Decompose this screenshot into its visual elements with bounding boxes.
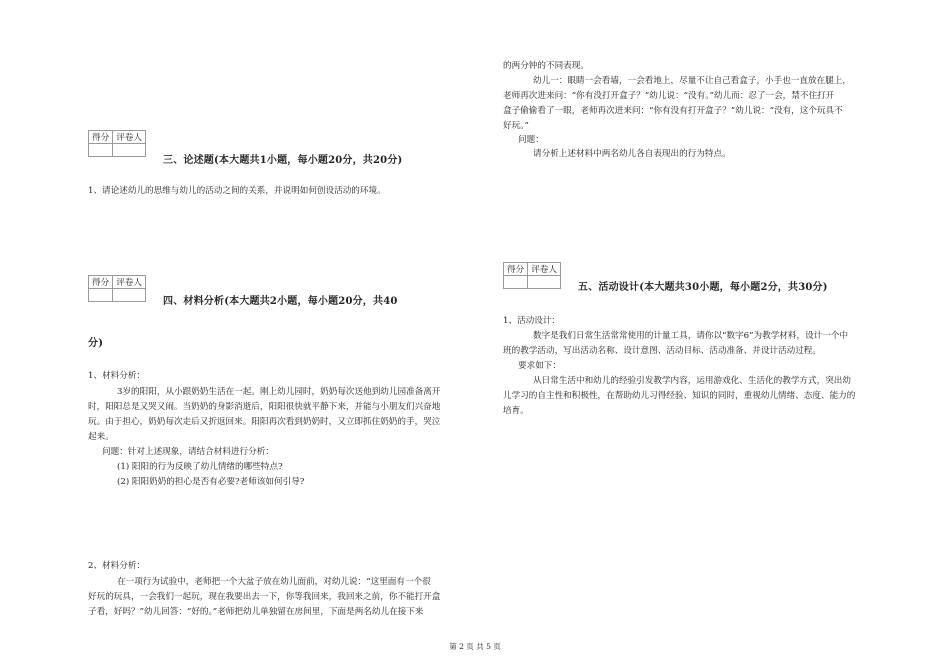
child1-line-1: 幼儿一：眼睛一会看墙，一会看地上，尽量不让自己看盒子，小手也一直放在腿上， xyxy=(533,76,851,86)
score-cell xyxy=(89,289,113,302)
activity-design-line-2: 班的教学活动，写出活动名称、设计意图、活动目标、活动准备、并设计活动过程。 xyxy=(503,346,821,356)
section3-question-1: 1、请论述幼儿的思维与幼儿的活动之间的关系，并说明如何创设活动的环境。 xyxy=(88,186,386,196)
material1-label: 1、材料分析： xyxy=(88,371,146,381)
score-cell xyxy=(504,276,528,289)
activity-design-label: 1、活动设计： xyxy=(503,316,561,326)
material1-line-1: 3岁的阳阳，从小跟奶奶生活在一起。刚上幼儿园时，奶奶每次送他到幼儿园准备离开 xyxy=(117,387,441,397)
grader-cell xyxy=(528,276,561,289)
material1-subquestion-1: (1) 阳阳的行为反映了幼儿情绪的哪些特点? xyxy=(117,462,283,472)
grader-label: 评卷人 xyxy=(528,263,561,276)
material2-label: 2、材料分析： xyxy=(88,561,146,571)
score-label: 得分 xyxy=(89,276,113,289)
grader-label: 评卷人 xyxy=(113,276,146,289)
material2-question-label: 问题： xyxy=(518,135,544,145)
section4-title-line2: 分) xyxy=(88,338,104,349)
score-table-section3 xyxy=(88,130,146,157)
activity-design-line-1: 数字是我们日常生活常常使用的计量工具，请你以“数字6”为教学材料，设计一个中 xyxy=(533,331,849,341)
material1-question: 问题：针对上述现象，请结合材料进行分析： xyxy=(102,447,274,457)
grader-cell xyxy=(113,144,146,157)
requirements-line-2: 儿学习的自主性和积极性，在帮助幼儿习得经验、知识的同时，重视幼儿情绪、态度、能力的 xyxy=(503,391,856,401)
material2-line-2: 好玩的玩具，一会我们一起玩，现在我要出去一下，你等我回来，我回来之前，你不能打开盒 xyxy=(88,592,441,602)
material1-line-3: 玩。由于担心，奶奶每次走后又折返回来。阳阳再次看到奶奶时，又立即抓住奶奶的手，哭泣 xyxy=(88,417,441,427)
child1-line-4: 好玩。” xyxy=(503,121,529,131)
material1-line-4: 起来。 xyxy=(88,432,114,442)
material1-line-2: 时，阳阳总是又哭又闹。当奶奶的身影消逝后，阳阳很快就平静下来，并能与小朋友们兴奋地 xyxy=(88,402,441,412)
material2-line-3: 子看，好吗？”幼儿回答：“好的。”老师把幼儿单独留在房间里，下面是两名幼儿在接下来 xyxy=(88,607,424,617)
grader-cell xyxy=(113,289,146,302)
child1-line-2: 老师再次进来问：“你有没打开盒子？”幼儿说：“没有。”幼儿而：忍了一会，禁不住打开 xyxy=(503,91,835,101)
score-label: 得分 xyxy=(89,131,113,144)
page-number: 第 2 页 共 5 页 xyxy=(449,642,501,651)
score-table-section4 xyxy=(88,275,146,302)
material2-line-1: 在一项行为试验中，老师把一个大盆子放在幼儿面前，对幼儿说：“这里面有一个很 xyxy=(117,577,431,587)
material1-subquestion-2: (2) 阳阳奶奶的担心是否有必要?老师该如何引导? xyxy=(117,477,305,487)
child1-line-3: 盒子偷偷看了一眼，老师再次进来问：“你有没有打开盒子？”幼儿说：“没有，这个玩具不 xyxy=(503,106,843,116)
section3-title: 三、论述题(本大题共1小题，每小题20分，共20分) xyxy=(163,155,403,166)
material2-question-text: 请分析上述材料中两名幼儿各自表现出的行为特点。 xyxy=(533,149,731,159)
requirements-label: 要求如下： xyxy=(518,361,561,371)
section4-title-line1: 四、材料分析(本大题共2小题，每小题20分，共40 xyxy=(163,296,398,307)
grader-label: 评卷人 xyxy=(113,131,146,144)
requirements-line-3: 培育。 xyxy=(503,406,529,416)
material2-continuation: 的两分钟的不同表现。 xyxy=(503,61,589,71)
score-table-section5 xyxy=(503,262,561,289)
section5-title: 五、活动设计(本大题共30小题，每小题2分，共30分) xyxy=(578,282,828,293)
score-label: 得分 xyxy=(504,263,528,276)
requirements-line-1: 从日常生活中和幼儿的经验引发教学内容，运用游戏化、生活化的教学方式，突出幼 xyxy=(533,376,851,386)
score-cell xyxy=(89,144,113,157)
